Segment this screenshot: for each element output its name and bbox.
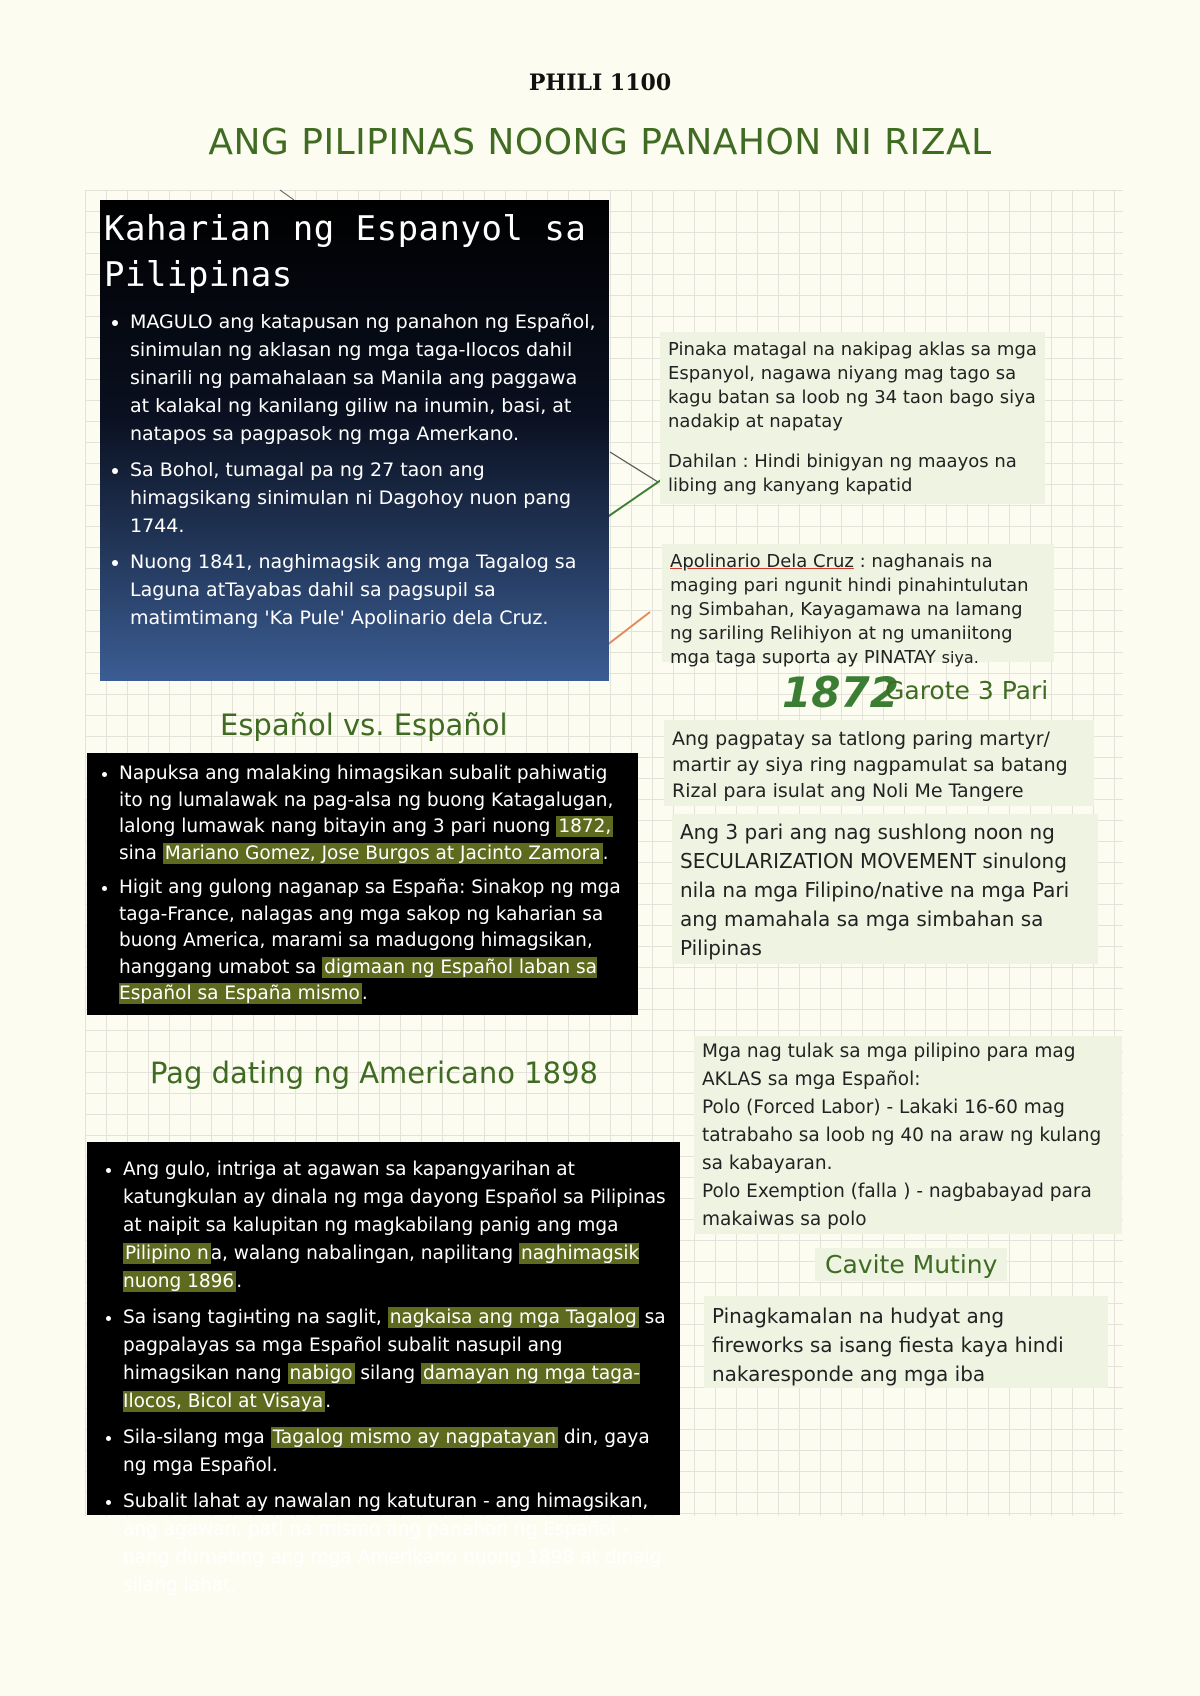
slide-title: Kaharian ng Espanyol sa Pilipinas: [104, 209, 587, 295]
text: silang: [354, 1363, 421, 1384]
page-title: ANG PILIPINAS NOONG PANAHON NI RIZAL: [208, 122, 992, 163]
bullet-list: [97, 1156, 670, 1600]
text: a, walang nabalingan, napilitang: [210, 1243, 519, 1264]
bullet-item: • Sa Bohol, tumagal pa ng 27 taon ang himagsikang sinimulan ni Dagohoy nuon pang 1744.: [130, 456, 599, 540]
bullet-item: [119, 875, 628, 1008]
bullet-item: • Nuong 1841, naghimagsik ang mga Tagalog sa Laguna atTayabas dahil sa pagsupil sa matimtimang 'Ka Pule' Apolinario dela Cruz.: [130, 548, 599, 632]
bullet-item: • Subalit lahat ay nawalan ng katuturan - ang himagsikan, ang agawan, pati na mismo ang panahon ng Español - nang dumating ang mga Amerikano nuong 1898 at dinaig silang lahat.: [123, 1488, 670, 1600]
section-heading-espanol: Español vs. Español: [220, 708, 508, 742]
text: .: [361, 983, 368, 1004]
text: Ang gulo, intriga at agawan sa kapangyarihan at katungkulan ay dinala ng mga dayong Español sa Pilipinas at naipit sa kalupitan ng magkabilang panig ang mga: [123, 1159, 666, 1236]
text: Sila-silang mga: [123, 1427, 271, 1448]
note-text: Ang pagpatay sa tatlong paring martyr/ martir ay siya ring nagpamulat sa batang Rizal para isulat ang Noli Me Tangere: [672, 728, 1068, 802]
text: sina: [119, 842, 163, 864]
text: - nagbabayad para makaiwas sa polo: [702, 1181, 1092, 1230]
highlight: digmaan ng Español laban sa Español sa España mismo: [119, 956, 597, 1004]
note-apolinario: [662, 544, 1054, 668]
text: PINATAY: [863, 647, 936, 668]
note-text: [702, 1178, 1114, 1234]
bullet-item: [123, 1424, 670, 1480]
note-aklas: [694, 1036, 1122, 1234]
bullet-item: • MAGULO ang katapusan ng panahon ng Español, sinimulan ng aklasan ng mga taga-Ilocos dahil sinarili ng pamahalaan sa Manila ang paggawa at kalakal ng kanilang giliw na inumin, basi, at natapos sa pagpasok ng mga Amerkano.: [130, 308, 599, 448]
text: .: [236, 1271, 243, 1292]
note-text: Pinagkamalan na hudyat ang fireworks sa isang fiesta kaya hindi nakaresponde ang mga iba: [712, 1304, 1064, 1386]
highlight: nagkaisa ang mga Tagalog: [389, 1307, 637, 1328]
note-dagohoy: [660, 332, 1045, 504]
text: - Lakaki 16-60 mag tatrabaho sa loob ng 40 na araw ng kulang sa kabayaran.: [702, 1097, 1102, 1174]
slide-espanol-vs-espanol: [87, 753, 638, 1015]
cavite-mutiny-heading: Cavite Mutiny: [815, 1248, 1007, 1281]
note-martyr: [664, 720, 1094, 806]
text: siya.: [941, 648, 979, 667]
note-text: [670, 550, 1046, 670]
slide-americano: [87, 1142, 680, 1596]
course-code: PHILI 1100: [528, 70, 672, 96]
polo-label: Polo (Forced Labor): [702, 1097, 881, 1118]
text: : naghanais na maging pari ngunit hindi pinahintulutan ng Simbahan, Kayagamawa na lamang ng sariling Relihiyon at ng umaniitong mga taga suporta ay: [670, 551, 1029, 668]
bullet-item: [119, 761, 628, 867]
text: .: [602, 842, 609, 864]
highlight: Mariano Gomez, Jose Burgos at Jacinto Zamora: [164, 842, 601, 864]
note-cavite: [704, 1296, 1108, 1388]
highlight: damayan ng mga taga-Ilocos, Bicol at Visaya: [123, 1363, 641, 1412]
note-secularization: [672, 814, 1098, 964]
bullet-item: [123, 1304, 670, 1416]
note-text: Dahilan : Hindi binigyan ng maayos na libing ang kanyang kapatid: [668, 451, 1017, 496]
section-heading-americano: Pag dating ng Americano 1898: [150, 1056, 598, 1090]
highlight: Pilipino n: [125, 1243, 209, 1264]
slide-kaharian: [100, 200, 609, 681]
highlight: Tagalog mismo ay nagpatayan: [272, 1427, 557, 1448]
highlight: nabigo: [289, 1363, 353, 1384]
bullet-list: [93, 761, 628, 1008]
text: Higit ang gulong naganap sa España: Sinakop ng mga taga-France, nalagas ang mga sakop ng kaharian sa buong America, marami sa madugong himagsikan, hanggang umabot sa: [119, 877, 621, 978]
note-text: Pinaka matagal na nakipag aklas sa mga Espanyol, nagawa niyang mag tago sa kagu batan sa loob ng 34 taon bago siya nadakip at napatay: [668, 339, 1037, 432]
highlight: naghimagsik nuong 1896: [123, 1243, 640, 1292]
exemption-label: Polo Exemption (falla ): [702, 1181, 911, 1202]
note-text: Mga nag tulak sa mga pilipino para mag AKLAS sa mga Español:: [702, 1041, 1076, 1090]
text: .: [325, 1391, 332, 1412]
bullet-item: [123, 1156, 670, 1296]
note-text: [702, 1094, 1114, 1178]
text: Napuksa ang malaking himagsikan subalit pahiwatig ito ng lumalawak na pag-alsa ng buong Katagalugan, lalong lumawak nang bitayin ang 3 pari nuong: [119, 763, 614, 837]
text: din, gaya ng mga Español.: [123, 1427, 650, 1476]
apolinario-name: Apolinario Dela Cruz: [670, 551, 854, 572]
bullet-list: [104, 308, 599, 632]
highlight: 1872,: [558, 816, 612, 837]
garote-label: Garote 3 Pari: [885, 676, 1049, 705]
text: Sa isang tagінting na saglit,: [123, 1307, 388, 1328]
note-text: Ang 3 pari ang nag sushlong noon ng SECULARIZATION MOVEMENT sinulong nila na mga Filipino/native na mga Pari ang mamahala sa mga simbahan sa Pilipinas: [680, 820, 1070, 960]
year-1872: 1872: [782, 668, 899, 717]
text: sa pagpalayas sa mga Español subalit nasupil ang himagsikan nang: [123, 1307, 666, 1384]
